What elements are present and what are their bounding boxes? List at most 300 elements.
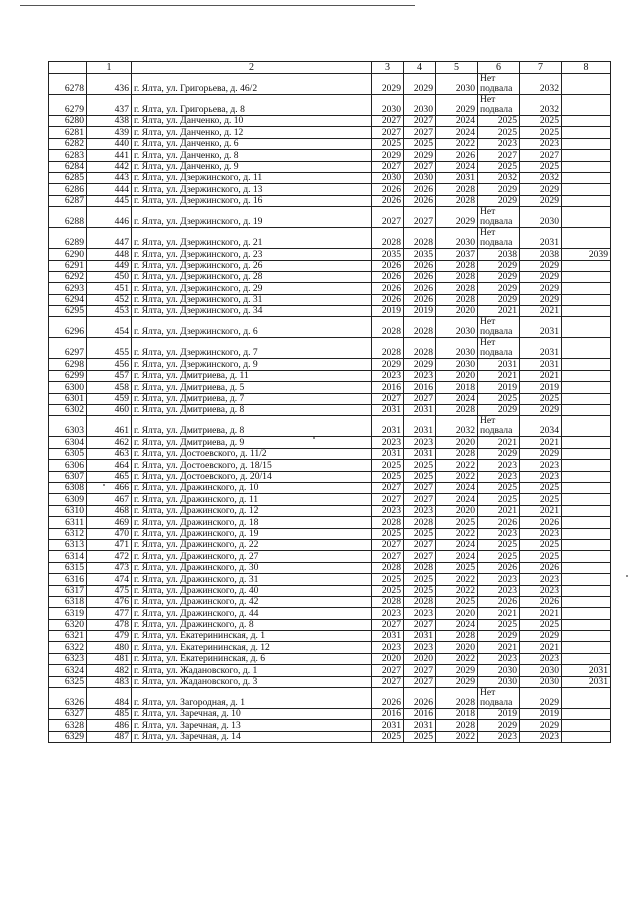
cell-id: 6309 [49,494,87,505]
cell-c4: 2027 [404,539,436,550]
cell-c4: 2027 [404,116,436,127]
cell-id: 6310 [49,505,87,516]
cell-c5: 2020 [436,370,478,381]
cell-c4: 2027 [404,551,436,562]
cell-c3: 2025 [372,471,404,482]
cell-c7: 2029 [520,271,562,282]
cell-c6: 2023 [478,585,520,596]
cell-c6: 2023 [478,471,520,482]
cell-c7: 2023 [520,731,562,742]
table-row [49,95,611,116]
no-basement-line1: Нет [480,687,496,699]
cell-c8 [562,585,611,596]
cell-id: 6286 [49,184,87,195]
cell-c7: 2029 [520,283,562,294]
table-row [49,195,611,206]
cell-id: 6301 [49,393,87,404]
cell-n: 460 [87,405,132,416]
cell-id: 6308 [49,482,87,493]
cell-addr: г. Ялта, ул. Дзержинского, д. 28 [132,271,372,282]
cell-c5: 2024 [436,116,478,127]
cell-c3: 2025 [372,138,404,149]
table-row [49,539,611,550]
cell-id: 6278 [49,74,87,95]
cell-c8 [562,720,611,731]
cell-c5: 2031 [436,172,478,183]
cell-id: 6325 [49,676,87,687]
cell-c6 [478,95,520,116]
cell-n: 463 [87,448,132,459]
cell-c6: 2025 [478,619,520,630]
cell-c8 [562,207,611,228]
cell-c5: 2030 [436,228,478,249]
cell-addr: г. Ялта, ул. Екатерининская, д. 12 [132,642,372,653]
cell-id: 6292 [49,271,87,282]
cell-c3: 2031 [372,631,404,642]
cell-c8: 2039 [562,249,611,260]
cell-c8 [562,150,611,161]
cell-addr: г. Ялта, ул. Дзержинского, д. 29 [132,283,372,294]
table-row [49,642,611,653]
cell-c8 [562,596,611,607]
table-row [49,127,611,138]
cell-c3: 2035 [372,249,404,260]
cell-addr: г. Ялта, ул. Дражинского, д. 18 [132,517,372,528]
cell-c3: 2026 [372,195,404,206]
cell-c8 [562,505,611,516]
cell-addr: г. Ялта, ул. Заречная, д. 14 [132,731,372,742]
cell-c8 [562,631,611,642]
cell-c4: 2025 [404,460,436,471]
cell-c6: 2031 [478,359,520,370]
cell-c3: 2030 [372,172,404,183]
cell-id: 6321 [49,631,87,642]
cell-c8 [562,138,611,149]
cell-c8: 2031 [562,665,611,676]
table-row [49,460,611,471]
cell-c4: 2027 [404,207,436,228]
cell-c7: 2019 [520,709,562,720]
cell-c8 [562,460,611,471]
table-row [49,688,611,709]
cell-c4: 2027 [404,127,436,138]
cell-c5: 2028 [436,448,478,459]
cell-c7: 2032 [520,95,562,116]
cell-c8 [562,551,611,562]
cell-c4: 2026 [404,294,436,305]
cell-n: 443 [87,172,132,183]
cell-id: 6281 [49,127,87,138]
table-row [49,448,611,459]
cell-n: 449 [87,260,132,271]
cell-c7: 2026 [520,596,562,607]
cell-c7: 2025 [520,127,562,138]
cell-c4: 2028 [404,596,436,607]
no-basement-line1: Нет [480,316,496,328]
cell-c5: 2028 [436,283,478,294]
cell-c7: 2030 [520,207,562,228]
cell-n: 441 [87,150,132,161]
cell-id: 6324 [49,665,87,676]
cell-c7: 2032 [520,74,562,95]
cell-c7: 2029 [520,720,562,731]
cell-c5: 2018 [436,382,478,393]
cell-c8 [562,306,611,317]
table-row [49,306,611,317]
cell-n: 452 [87,294,132,305]
cell-n: 468 [87,505,132,516]
cell-c7: 2029 [520,405,562,416]
cell-c3: 2028 [372,317,404,338]
cell-addr: г. Ялта, ул. Данченко, д. 9 [132,161,372,172]
cell-c8 [562,95,611,116]
cell-c7: 2021 [520,505,562,516]
table-row [49,709,611,720]
cell-id: 6318 [49,596,87,607]
cell-c6: 2032 [478,172,520,183]
cell-c6: 2023 [478,653,520,664]
cell-addr: г. Ялта, ул. Дзержинского, д. 7 [132,338,372,359]
cell-addr: г. Ялта, ул. Дражинского, д. 40 [132,585,372,596]
cell-c8 [562,260,611,271]
table-row [49,631,611,642]
cell-c5: 2024 [436,539,478,550]
cell-c7: 2023 [520,585,562,596]
cell-n: 436 [87,74,132,95]
cell-addr: г. Ялта, ул. Дмитриева, д. 5 [132,382,372,393]
cell-id: 6323 [49,653,87,664]
cell-c5: 2020 [436,437,478,448]
table-row [49,283,611,294]
cell-c4: 2027 [404,494,436,505]
table-row [49,359,611,370]
cell-c5: 2025 [436,517,478,528]
cell-c5: 2026 [436,150,478,161]
col-header-8: 8 [562,62,611,74]
col-header-7: 7 [520,62,562,74]
cell-addr: г. Ялта, ул. Екатерининская, д. 6 [132,653,372,664]
cell-c3: 2030 [372,95,404,116]
cell-id: 6290 [49,249,87,260]
cell-c4: 2027 [404,393,436,404]
col-header-id [49,62,87,74]
cell-c8 [562,294,611,305]
cell-c7: 2023 [520,460,562,471]
cell-c6: 2029 [478,184,520,195]
cell-n: 466 [87,482,132,493]
cell-n: 444 [87,184,132,195]
cell-c8 [562,161,611,172]
cell-c3: 2031 [372,448,404,459]
cell-c7: 2029 [520,448,562,459]
cell-c8 [562,382,611,393]
cell-n: 448 [87,249,132,260]
cell-c3: 2029 [372,74,404,95]
col-header-4: 4 [404,62,436,74]
cell-addr: г. Ялта, ул. Дзержинского, д. 16 [132,195,372,206]
cell-n: 480 [87,642,132,653]
cell-addr: г. Ялта, ул. Дзержинского, д. 11 [132,172,372,183]
cell-c3: 2027 [372,116,404,127]
table-row [49,720,611,731]
cell-c8 [562,517,611,528]
cell-n: 474 [87,574,132,585]
cell-c6: 2029 [478,271,520,282]
cell-n: 464 [87,460,132,471]
cell-c6: 2029 [478,195,520,206]
cell-n: 439 [87,127,132,138]
cell-n: 476 [87,596,132,607]
no-basement-line2: подвала [480,347,513,359]
cell-c7: 2029 [520,260,562,271]
table-row [49,528,611,539]
cell-n: 486 [87,720,132,731]
cell-c5: 2030 [436,359,478,370]
table-row [49,207,611,228]
cell-n: 477 [87,608,132,619]
cell-addr: г. Ялта, ул. Григорьева, д. 46/2 [132,74,372,95]
cell-c3: 2028 [372,338,404,359]
cell-c7: 2030 [520,665,562,676]
cell-c5: 2029 [436,665,478,676]
cell-c7: 2027 [520,150,562,161]
cell-n: 481 [87,653,132,664]
cell-c5: 2020 [436,608,478,619]
cell-c3: 2029 [372,359,404,370]
table-row [49,562,611,573]
cell-c5: 2024 [436,619,478,630]
cell-c6: 2025 [478,393,520,404]
cell-c6: 2019 [478,709,520,720]
cell-c4: 2028 [404,228,436,249]
cell-c4: 2025 [404,731,436,742]
cell-n: 446 [87,207,132,228]
cell-c3: 2016 [372,382,404,393]
no-basement-line2: подвала [480,237,513,249]
cell-id: 6299 [49,370,87,381]
cell-c3: 2027 [372,619,404,630]
no-basement-line2: подвала [480,697,513,709]
cell-c8 [562,405,611,416]
cell-n: 438 [87,116,132,127]
cell-c3: 2027 [372,127,404,138]
cell-c6: 2019 [478,382,520,393]
table-row [49,249,611,260]
table-row [49,382,611,393]
cell-c5: 2030 [436,338,478,359]
cell-c5: 2028 [436,688,478,709]
cell-c5: 2022 [436,574,478,585]
cell-c4: 2026 [404,283,436,294]
cell-id: 6311 [49,517,87,528]
cell-c3: 2023 [372,370,404,381]
col-header-6: 6 [478,62,520,74]
cell-c6: 2029 [478,631,520,642]
cell-addr: г. Ялта, ул. Григорьева, д. 8 [132,95,372,116]
cell-c6: 2025 [478,539,520,550]
table-row [49,437,611,448]
cell-c5: 2018 [436,709,478,720]
table-row [49,228,611,249]
cell-c3: 2027 [372,207,404,228]
cell-n: 487 [87,731,132,742]
cell-c3: 2025 [372,460,404,471]
cell-id: 6306 [49,460,87,471]
cell-n: 485 [87,709,132,720]
cell-c4: 2035 [404,249,436,260]
cell-id: 6291 [49,260,87,271]
cell-addr: г. Ялта, ул. Дзержинского, д. 19 [132,207,372,228]
cell-c7: 2025 [520,619,562,630]
no-basement-line1: Нет [480,227,496,239]
cell-c3: 2023 [372,608,404,619]
cell-c5: 2024 [436,482,478,493]
cell-addr: г. Ялта, ул. Дражинского, д. 31 [132,574,372,585]
cell-c5: 2020 [436,505,478,516]
cell-c3: 2027 [372,393,404,404]
cell-c6: 2025 [478,161,520,172]
cell-n: 440 [87,138,132,149]
cell-c8 [562,709,611,720]
cell-c8 [562,127,611,138]
cell-n: 437 [87,95,132,116]
cell-c8 [562,539,611,550]
cell-c5: 2028 [436,195,478,206]
cell-c5: 2025 [436,596,478,607]
no-basement-line2: подвала [480,104,513,115]
cell-c4: 2029 [404,74,436,95]
cell-c3: 2029 [372,150,404,161]
table-row [49,551,611,562]
cell-id: 6322 [49,642,87,653]
cell-n: 471 [87,539,132,550]
cell-addr: г. Ялта, ул. Данченко, д. 6 [132,138,372,149]
cell-c6 [478,338,520,359]
cell-addr: г. Ялта, ул. Данченко, д. 10 [132,116,372,127]
table-row [49,574,611,585]
cell-addr: г. Ялта, ул. Дмитриева, д. 8 [132,416,372,437]
cell-n: 467 [87,494,132,505]
cell-c4: 2016 [404,709,436,720]
cell-id: 6295 [49,306,87,317]
cell-c3: 2028 [372,228,404,249]
cell-addr: г. Ялта, ул. Дражинского, д. 11 [132,494,372,505]
cell-c7: 2023 [520,574,562,585]
cell-c8 [562,653,611,664]
cell-c6: 2021 [478,642,520,653]
cell-c6: 2025 [478,551,520,562]
top-rule [20,5,415,6]
cell-c7: 2025 [520,393,562,404]
cell-c6: 2021 [478,306,520,317]
cell-addr: г. Ялта, ул. Дмитриева, д. 11 [132,370,372,381]
scan-speck [313,437,315,439]
cell-id: 6294 [49,294,87,305]
cell-c5: 2029 [436,676,478,687]
housing-schedule-table [48,61,611,743]
cell-c4: 2028 [404,562,436,573]
table-row [49,161,611,172]
cell-addr: г. Ялта, ул. Данченко, д. 12 [132,127,372,138]
cell-c7: 2025 [520,116,562,127]
cell-c8 [562,471,611,482]
cell-n: 478 [87,619,132,630]
cell-addr: г. Ялта, ул. Дражинского, д. 22 [132,539,372,550]
cell-n: 459 [87,393,132,404]
cell-c3: 2023 [372,642,404,653]
cell-c7: 2030 [520,676,562,687]
cell-id: 6296 [49,317,87,338]
cell-c3: 2026 [372,260,404,271]
cell-c5: 2020 [436,306,478,317]
table-row [49,150,611,161]
scan-speck [103,484,105,486]
cell-addr: г. Ялта, ул. Дзержинского, д. 34 [132,306,372,317]
cell-c3: 2027 [372,494,404,505]
cell-c7: 2025 [520,161,562,172]
cell-c8 [562,338,611,359]
cell-c6: 2030 [478,676,520,687]
cell-c6 [478,317,520,338]
table-row [49,517,611,528]
cell-c4: 2027 [404,676,436,687]
cell-id: 6285 [49,172,87,183]
cell-c7: 2029 [520,631,562,642]
cell-c5: 2024 [436,127,478,138]
cell-id: 6329 [49,731,87,742]
cell-id: 6327 [49,709,87,720]
table-row [49,338,611,359]
cell-c6: 2029 [478,283,520,294]
cell-c3: 2028 [372,562,404,573]
cell-c4: 2027 [404,619,436,630]
cell-c5: 2028 [436,184,478,195]
cell-n: 450 [87,271,132,282]
cell-id: 6283 [49,150,87,161]
no-basement-line1: Нет [480,73,496,84]
cell-n: 453 [87,306,132,317]
cell-c5: 2022 [436,138,478,149]
cell-addr: г. Ялта, ул. Достоевского, д. 11/2 [132,448,372,459]
cell-c7: 2021 [520,608,562,619]
cell-c4: 2023 [404,437,436,448]
cell-c4: 2031 [404,416,436,437]
cell-c5: 2024 [436,494,478,505]
cell-c7: 2023 [520,653,562,664]
cell-c4: 2026 [404,271,436,282]
cell-c8 [562,228,611,249]
cell-c7: 2021 [520,437,562,448]
cell-c8 [562,359,611,370]
cell-c3: 2027 [372,551,404,562]
cell-c3: 2027 [372,161,404,172]
cell-addr: г. Ялта, ул. Дражинского, д. 10 [132,482,372,493]
cell-c4: 2028 [404,517,436,528]
cell-c7: 2019 [520,382,562,393]
cell-c7: 2029 [520,688,562,709]
cell-c8 [562,494,611,505]
cell-c3: 2031 [372,416,404,437]
cell-addr: г. Ялта, ул. Дражинского, д. 27 [132,551,372,562]
cell-c7: 2031 [520,338,562,359]
cell-c6: 2029 [478,260,520,271]
cell-c7: 2021 [520,370,562,381]
cell-n: 456 [87,359,132,370]
cell-addr: г. Ялта, ул. Жадановского, д. 3 [132,676,372,687]
cell-c6: 2025 [478,494,520,505]
no-basement-line1: Нет [480,415,496,427]
cell-c4: 2025 [404,528,436,539]
